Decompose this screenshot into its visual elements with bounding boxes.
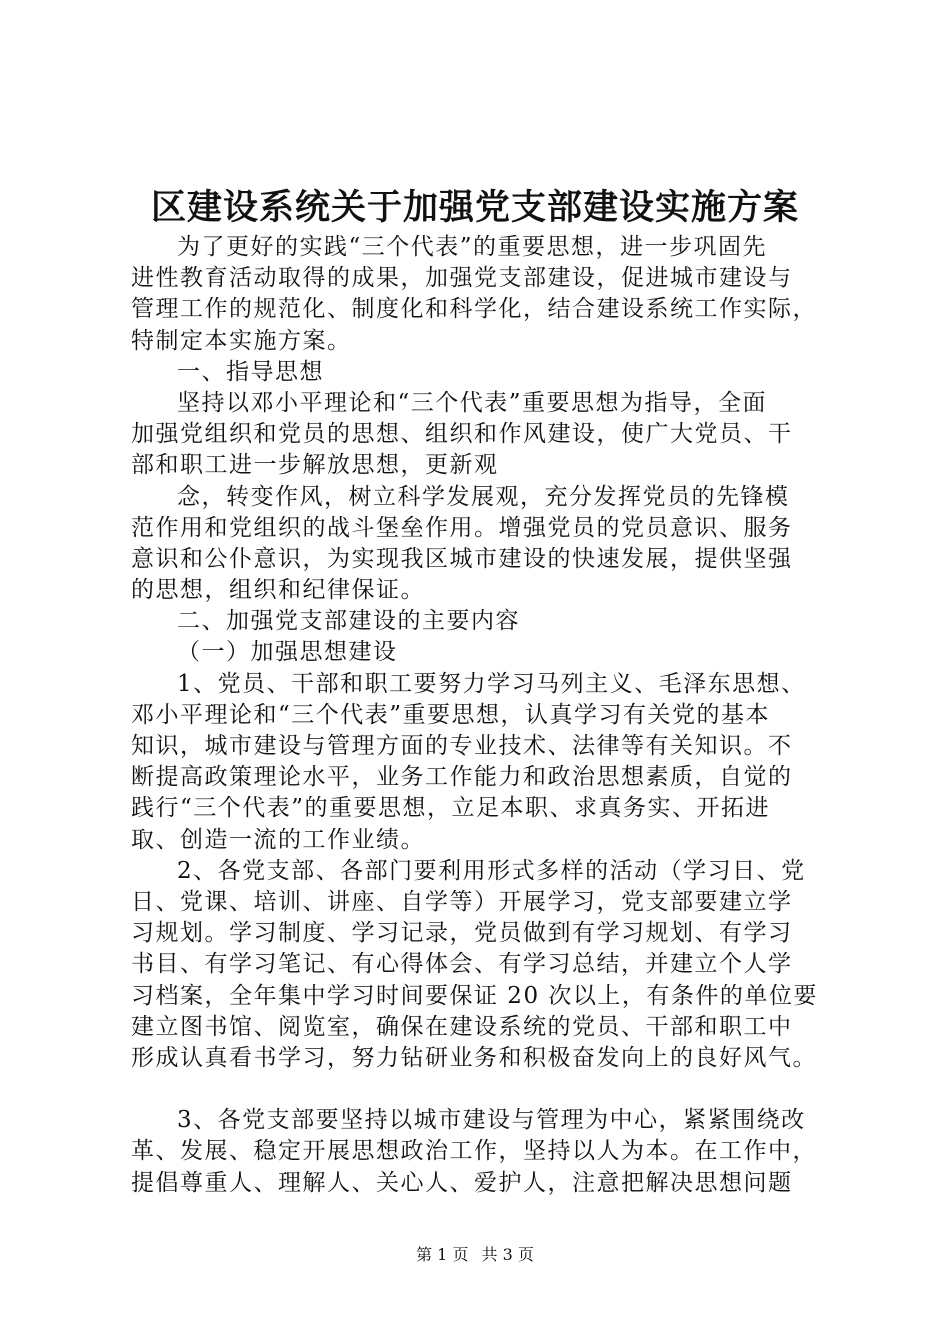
paragraph-line: 为了更好的实践“三个代表”的重要思想，进一步巩固先	[177, 234, 768, 260]
page-footer	[0, 1244, 950, 1266]
page-number: 第 1 页	[416, 1245, 469, 1264]
section-heading: 一、指导思想	[177, 358, 324, 385]
section-heading: 二、加强党支部建设的主要内容	[177, 608, 520, 635]
subsection-heading: （一）加强思想建设	[177, 639, 398, 666]
paragraph-line: 知识，城市建设与管理方面的专业技术、法律等有关知识。不	[131, 733, 793, 759]
paragraph-line: 践行“三个代表”的重要思想，立足本职、求真务实、开拓进	[131, 795, 771, 822]
paragraph-line: 管理工作的规范化、制度化和科学化，结合建设系统工作实际，	[131, 296, 817, 323]
paragraph-line: 的思想，组织和纪律保证。	[131, 577, 425, 604]
paragraph-line: 革、发展、稳定开展思想政治工作，坚持以人为本。在工作中，	[131, 1138, 817, 1165]
paragraph-line: 建立图书馆、阅览室，确保在建设系统的党员、干部和职工中	[131, 1013, 793, 1040]
paragraph-line: 提倡尊重人、理解人、关心人、爱护人，注意把解决思想问题	[131, 1169, 793, 1196]
paragraph-line: 2、各党支部、各部门要利用形式多样的活动（学习日、党	[177, 857, 806, 884]
paragraph-line: 习档案，全年集中学习时间要保证 20 次以上，有条件的单位要	[131, 982, 818, 1009]
paragraph-gap	[131, 1074, 831, 1105]
paragraph-line: 特制定本实施方案。	[131, 327, 352, 354]
paragraph-line: 取、创造一流的工作业绩。	[131, 826, 425, 853]
paragraph-line: 部和职工进一步解放思想，更新观	[131, 452, 499, 479]
paragraph-line: 日、党课、培训、讲座、自学等）开展学习，党支部要建立学	[131, 888, 793, 915]
paragraph-line: 习规划。学习制度、学习记录，党员做到有学习规划、有学习	[131, 920, 793, 947]
paragraph-line: 进性教育活动取得的成果，加强党支部建设，促进城市建设与	[131, 265, 793, 292]
paragraph-line: 范作用和党组织的战斗堡垒作用。增强党员的党员意识、服务	[131, 514, 793, 541]
paragraph-line: 形成认真看书学习，努力钻研业务和积极奋发向上的良好风气。	[131, 1044, 817, 1071]
paragraph-line: 断提高政策理论水平，业务工作能力和政治思想素质，自觉的	[131, 764, 793, 791]
paragraph-line: 邓小平理论和“三个代表”重要思想，认真学习有关党的基本	[131, 701, 771, 728]
paragraph-line: 书目、有学习笔记、有心得体会、有学习总结，并建立个人学	[131, 951, 793, 978]
paragraph-line: 念，转变作风，树立科学发展观，充分发挥党员的先锋模	[177, 483, 790, 510]
paragraph-line: 加强党组织和党员的思想、组织和作风建设，使广大党员、干	[131, 421, 793, 448]
paragraph-line: 意识和公仆意识，为实现我区城市建设的快速发展，提供坚强	[131, 545, 793, 572]
paragraph-line: 3、各党支部要坚持以城市建设与管理为中心，紧紧围绕改	[177, 1107, 806, 1134]
document-title: 区建设系统关于加强党支部建设实施方案	[150, 187, 799, 228]
paragraph-line: 坚持以邓小平理论和“三个代表”重要思想为指导，全面	[177, 389, 768, 416]
paragraph-line: 1、党员、干部和职工要努力学习马列主义、毛泽东思想、	[177, 670, 806, 697]
page-total: 共 3 页	[481, 1245, 534, 1264]
document-body	[131, 232, 831, 1199]
